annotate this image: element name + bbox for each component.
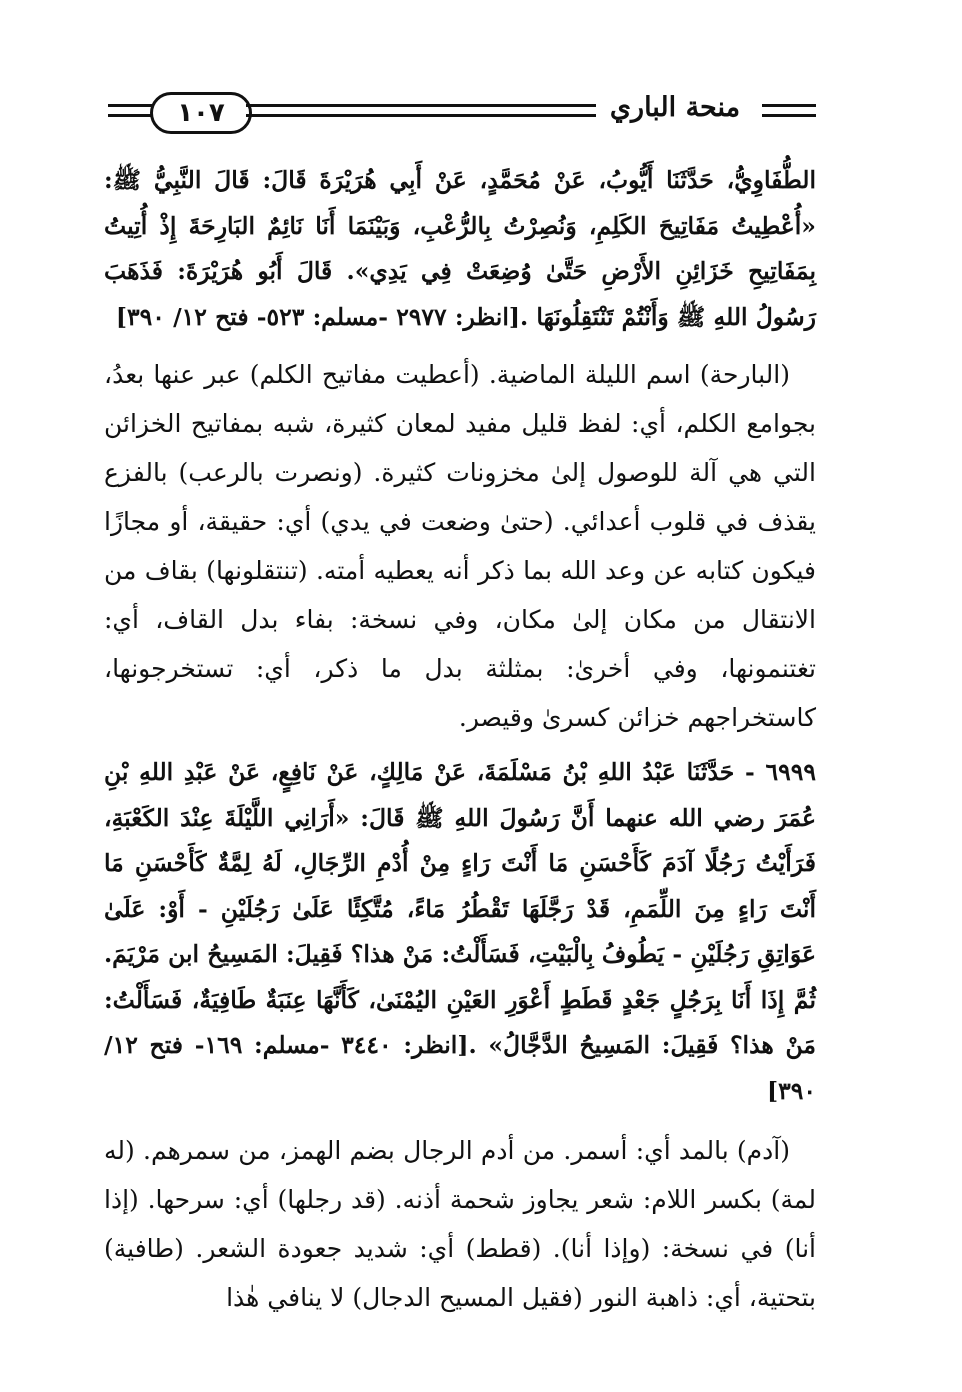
page-number-frame (150, 92, 252, 134)
commentary-text-1: (البارحة) اسم الليلة الماضية. (أعطيت مفاتيح الكلم) عبر عنها بعدُ، بجوامع الكلم، أي: لفظ قليل مفيد لمعان كثيرة، شبه بمفاتيح الخزائن التي هي آلة للوصول إلىٰ مخزونات كثيرة. (ونصرت بالرعب) بالفزع يقذف في قلوب أعدائي. (حتىٰ وضعت في يدي) أي: حقيقة، أو مجازًا فيكون كتابه عن وعد الله بما ذكر أنه يعطيه أمته. (تنتقلونها) بقاف من الانتقال من مكان إلىٰ مكان، وفي نسخة: بفاء بدل القاف، أي: تغتنمونها، وفي أخرىٰ: بمثلثة بدل ما ذكر، أي: تستخرجونها، كاستخراجهم خزائن كسرىٰ وقيصر. (104, 360, 816, 732)
header-rule-right-top (762, 104, 816, 107)
header-rule-left-bottom (108, 114, 152, 117)
book-title: منحة الباري (609, 92, 741, 123)
header-rule-left-top (108, 104, 152, 107)
header-rule-center-bottom (246, 114, 596, 117)
page-header (0, 82, 962, 142)
page-body (104, 158, 816, 1322)
page-number: ١٠٧ (177, 98, 225, 128)
hadith-text-2: ٦٩٩٩ - حَدَّثَنَا عَبْدُ اللهِ بْنُ مَسْلَمَةَ، عَنْ مَالِكٍ، عَنْ نَافِعٍ، عَنْ عَبْدِ اللهِ بْنِ عُمَرَ رضي الله عنهما أَنَّ رَسُولَ اللهِ ﷺ قَالَ: «أَرَانِي اللَّيْلَةَ عِنْدَ الكَعْبَةِ، فَرَأَيْتُ رَجُلًا آدَمَ كَأَحْسَنِ مَا أَنْتَ رَاءٍ مِنْ أُدْمِ الرِّجَالِ، لَهُ لِمَّةٌ كَأَحْسَنِ مَا أَنْتَ رَاءٍ مِنَ اللِّمَمِ، قَدْ رَجَّلَهَا تَقْطُرُ مَاءً، مُتَّكِئًا عَلَىٰ رَجُلَيْنِ - أَوْ: عَلَىٰ عَوَاتِقِ رَجُلَيْنِ - يَطُوفُ بِالْبَيْتِ، فَسَأَلْتُ: مَنْ هذا؟ فَقِيلَ: المَسِيحُ ابن مَرْيَمَ. ثُمَّ إِذَا أَنَا بِرَجُلٍ جَعْدٍ قَطَطٍ أَعْوَرِ العَيْنِ اليُمْنَىٰ، كَأَنَّهَا عِنَبَةٌ طَافِيَةٌ، فَسَأَلْتُ: مَنْ هذا؟ فَقِيلَ: المَسِيحُ الدَّجَّالُ» .[انظر: ٣٤٤٠ -مسلم: ١٦٩- فتح ١٢/ ٣٩٠] (104, 758, 816, 1105)
header-rule-right-bottom (762, 114, 816, 117)
hadith-text-1: الطُّفَاوِيُّ، حَدَّثَنَا أَيُّوبُ، عَنْ مُحَمَّدٍ، عَنْ أَبِي هُرَيْرَةَ قَالَ: قَالَ النَّبِيُّ ﷺ: «أُعْطِيتُ مَفَاتِيحَ الكَلِمِ، وَنُصِرْتُ بِالرُّعْبِ، وَبَيْنَمَا أَنَا نَائِمٌ البَارِحَةَ إِذْ أُتِيتُ بِمَفَاتِيحِ خَزَائِنِ الأَرْضِ حَتَّىٰ وُضِعَتْ فِي يَدِي». قَالَ أَبُو هُرَيْرَةَ: فَذَهَبَ رَسُولُ اللهِ ﷺ وَأَنْتُمْ تَنْتَقِلُونَهَا .[انظر: ٢٩٧٧ -مسلم: ٥٢٣- فتح ١٢/ ٣٩٠] (104, 166, 816, 331)
commentary-text-2: (آدم) بالمد أي: أسمر. من أدم الرجال بضم الهمز، من سمرهم. (له لمة) بكسر اللام: شعر يجاوز شحمة أذنه. (قد رجلها) أي: سرحها. (إذا أنا) في نسخة: (وإذا أنا). (قطط) أي: شديد جعودة الشعر. (طافية) بتحتية، أي: ذاهبة النور (فقيل المسيح الدجال) لا ينافي هٰذا (104, 1136, 816, 1312)
header-rule-center-top (246, 104, 596, 107)
